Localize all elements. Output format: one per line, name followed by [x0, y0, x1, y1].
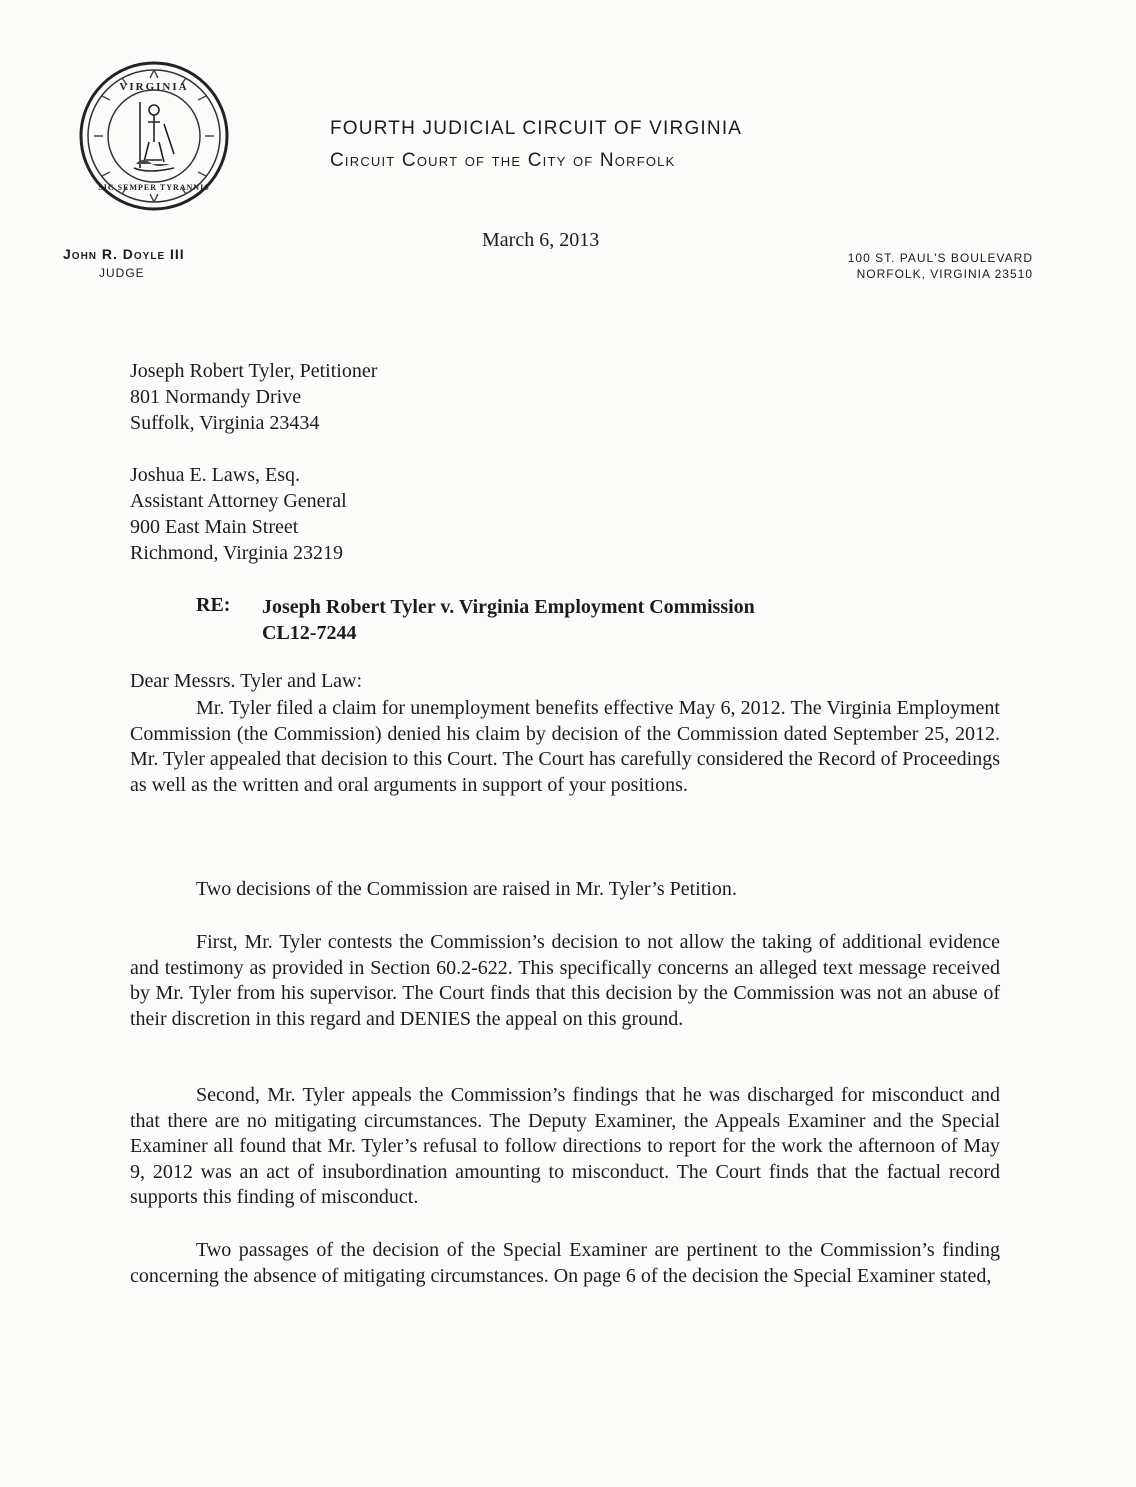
body-paragraph: Two decisions of the Commission are raised in Mr. Tyler’s Petition. [196, 878, 737, 900]
recipient-line: 801 Normandy Drive [130, 386, 302, 408]
virginia-seal-icon [78, 60, 230, 212]
judge-title: JUDGE [99, 266, 145, 280]
svg-text:VIRGINIA: VIRGINIA [119, 81, 189, 93]
court-address-city: NORFOLK, VIRGINIA 23510 [856, 267, 1033, 281]
recipient-attorney [130, 462, 347, 566]
court-address-street: 100 ST. PAUL'S BOULEVARD [847, 251, 1033, 265]
re-label: RE: [196, 594, 231, 616]
case-number: CL12-7244 [262, 622, 357, 644]
court-circuit-title: FOURTH JUDICIAL CIRCUIT OF VIRGINIA [330, 118, 743, 139]
court-name-title: Circuit Court of the City of Norfolk [330, 150, 676, 171]
judge-name: John R. Doyle III [63, 246, 185, 262]
body-paragraph: Second, Mr. Tyler appeals the Commission’s findings that he was discharged for misconduct and that there are no mitigating circumstances. The Deputy Examiner, the Appeals Examiner and the Special Examiner all found that Mr. Tyler’s refusal to follow directions to report for the work the afternoon of May 9, 2012 was an act of insubordination amounting to misconduct. The Court finds that the factual record supports this finding of misconduct. [130, 1084, 1000, 1209]
recipient-line: 900 East Main Street [130, 516, 299, 538]
recipient-petitioner [130, 358, 377, 436]
recipient-line: Assistant Attorney General [130, 490, 347, 512]
body-paragraph: First, Mr. Tyler contests the Commission’s decision to not allow the taking of additional evidence and testimony as provided in Section 60.2-622. This specifically concerns an alleged text message received by Mr. Tyler from his supervisor. The Court finds that this decision by the Commission was not an abuse of their discretion in this regard and DENIES the appeal on this ground. [130, 931, 1000, 1030]
recipient-line: Joshua E. Laws, Esq. [130, 464, 300, 486]
salutation: Dear Messrs. Tyler and Law: [130, 670, 363, 692]
svg-text:SIC SEMPER TYRANNIS: SIC SEMPER TYRANNIS [98, 183, 210, 192]
letter-date: March 6, 2013 [482, 229, 600, 251]
body-paragraph: Two passages of the decision of the Special Examiner are pertinent to the Commission’s finding concerning the absence of mitigating circumstances. On page 6 of the decision the Special Examiner stated, [130, 1239, 1000, 1287]
recipient-line: Joseph Robert Tyler, Petitioner [130, 360, 378, 382]
recipient-line: Richmond, Virginia 23219 [130, 542, 344, 564]
recipient-line: Suffolk, Virginia 23434 [130, 412, 320, 434]
case-title: Joseph Robert Tyler v. Virginia Employment Commission [262, 596, 755, 618]
re-subject [262, 594, 755, 646]
body-paragraph: Mr. Tyler filed a claim for unemployment benefits effective May 6, 2012. The Virginia Employment Commission (the Commission) denied his claim by decision of the Commission dated September 25, 2012. Mr. Tyler appealed that decision to this Court. The Court has carefully considered the Record of Proceedings as well as the written and oral arguments in support of your positions. [130, 697, 1000, 796]
